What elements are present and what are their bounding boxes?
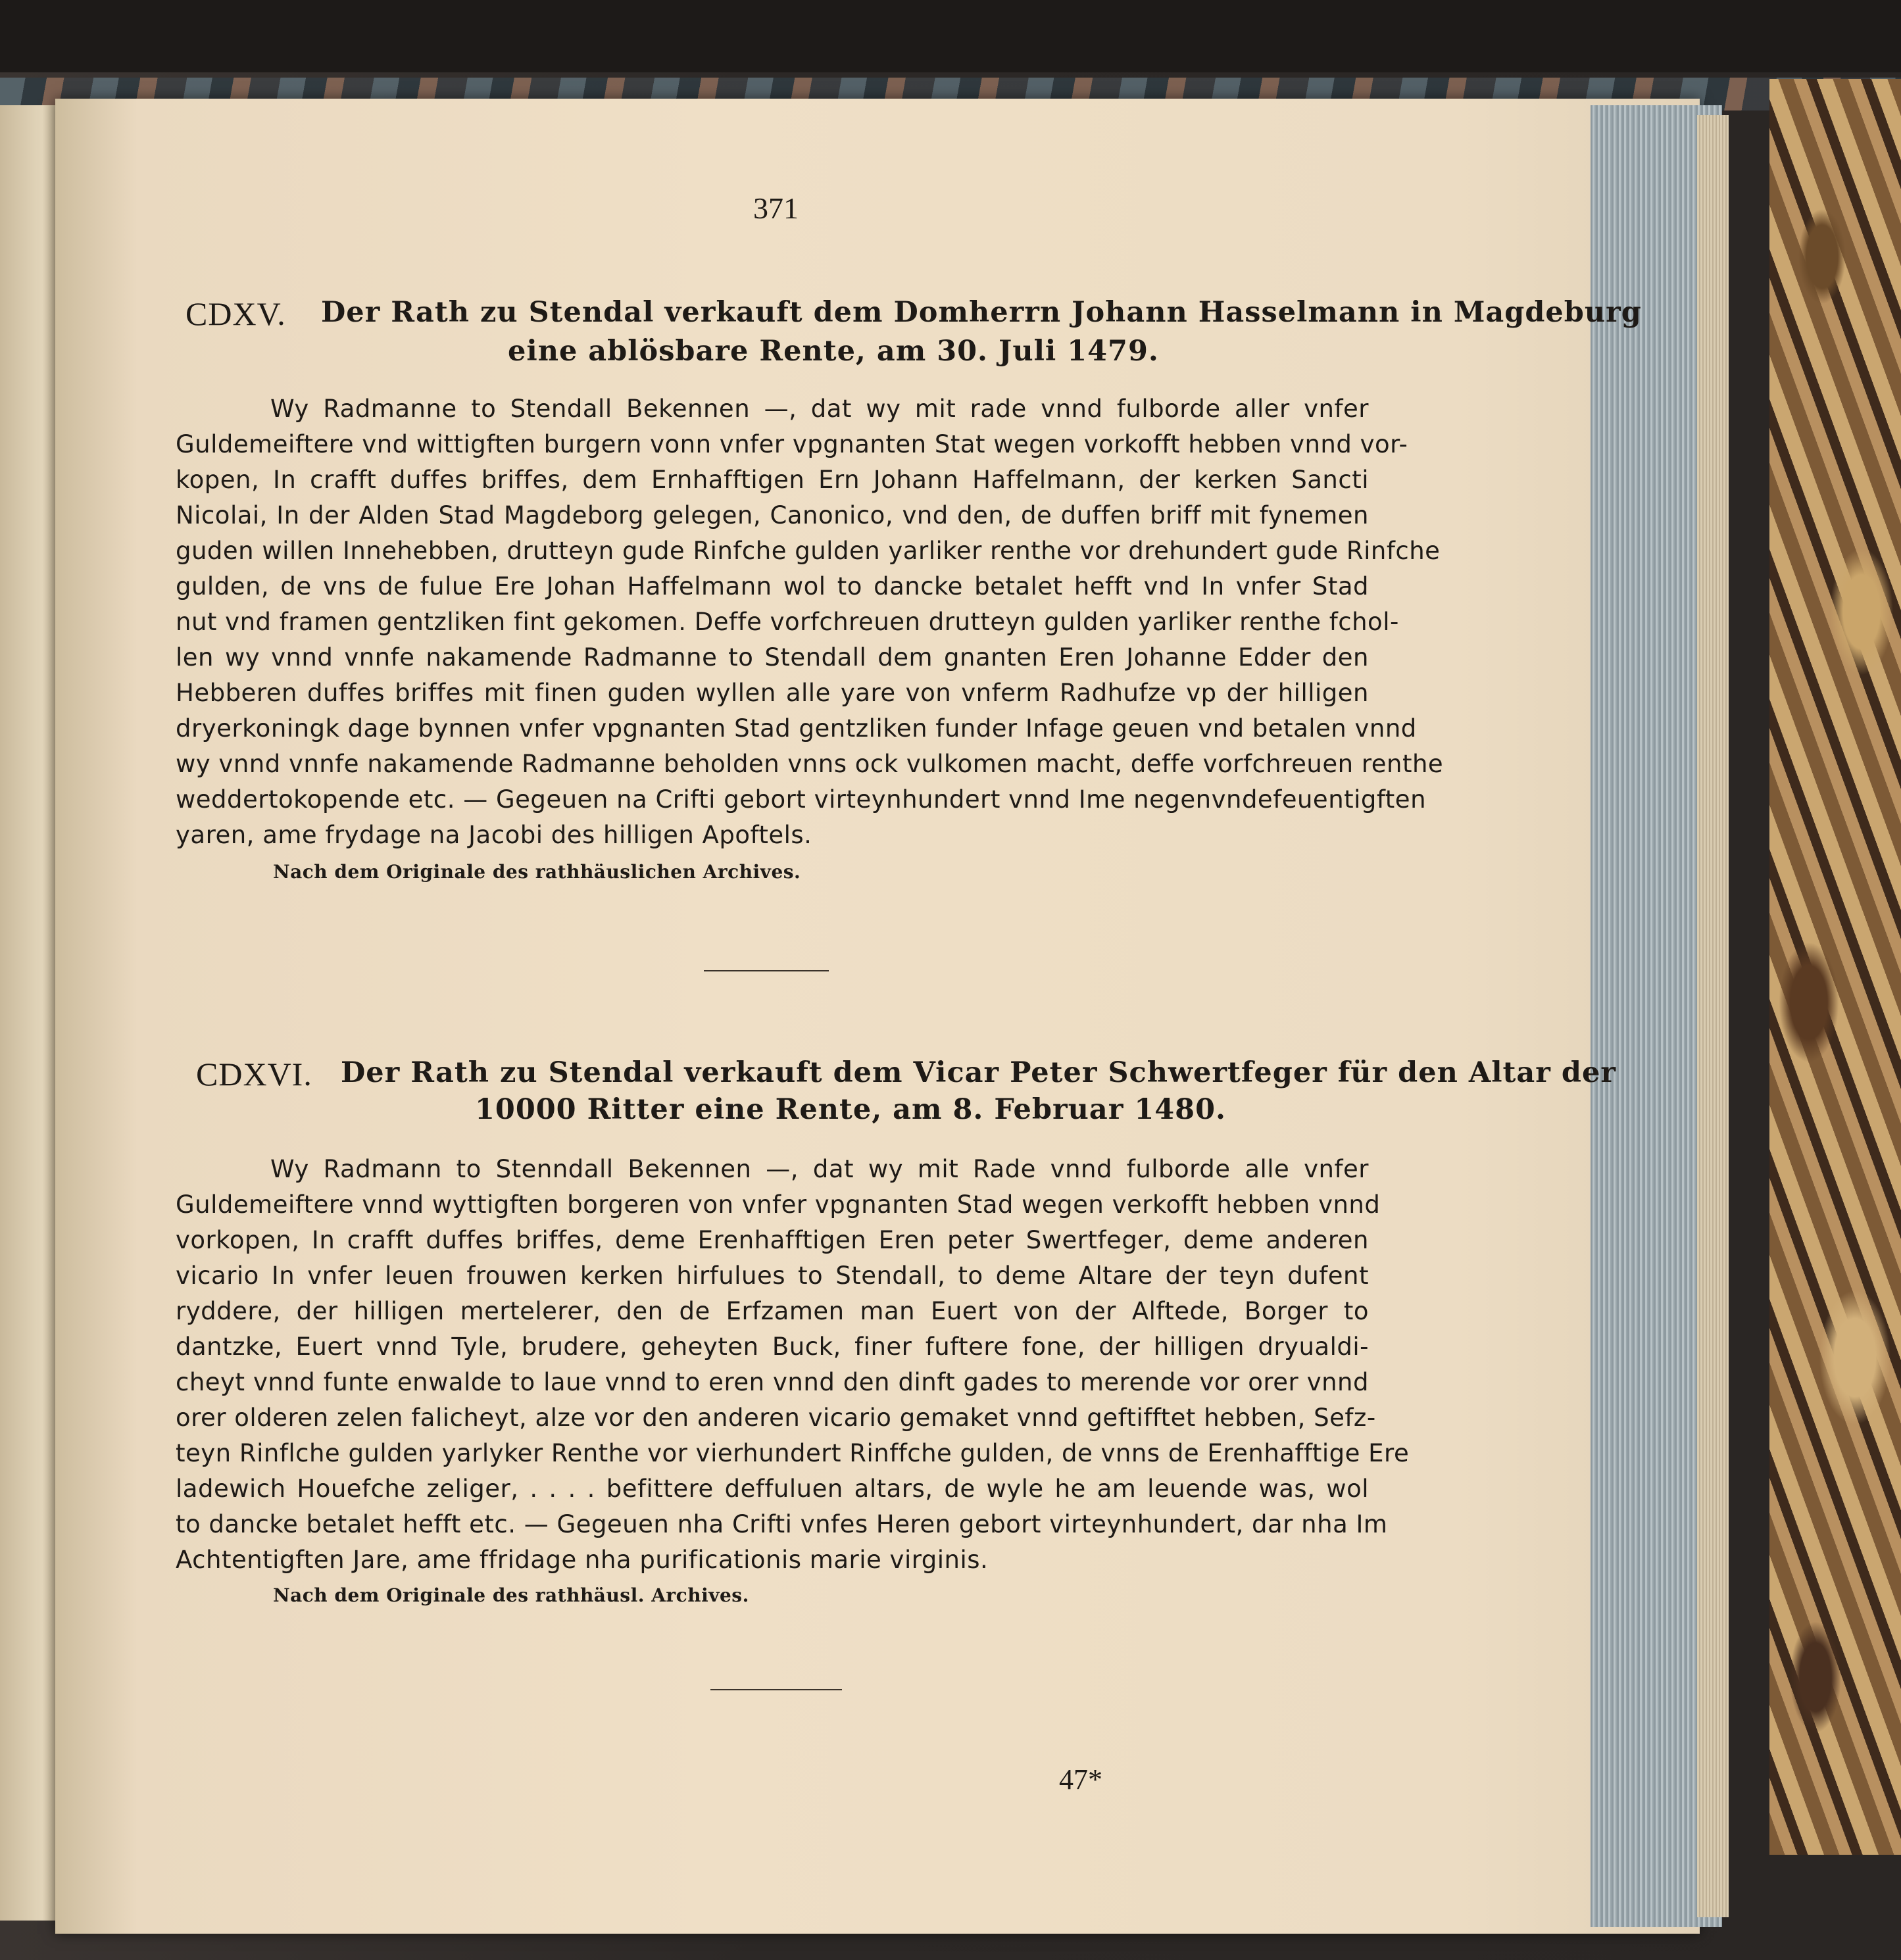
section-heading: Der Rath zu Stendal verkauft dem Domherrn Johann Hasselmann in Magdeburg — [321, 296, 1642, 329]
page-block-edges-light — [1697, 115, 1729, 1917]
body-line: Guldemeiftere vnd wittigften burgern vonn vnfer vpgnanten Stat wegen vorkofft hebben vnnd vor- — [176, 430, 1408, 458]
section-divider — [704, 970, 829, 971]
section-heading: 10000 Ritter eine Rente, am 8. Februar 1480. — [475, 1093, 1226, 1126]
source-note: Nach dem Originale des rathhäuslichen Archives. — [273, 861, 801, 883]
body-line: Achtentigften Jare, ame ffridage nha purificationis marie virginis. — [176, 1546, 989, 1574]
body-line: Wy Radmann to Stenndall Bekennen —, dat wy mit Rade vnnd fulborde alle vnfer — [270, 1155, 1369, 1183]
body-line: vicario In vnfer leuen frouwen kerken hirfulues to Stendall, to deme Altare der teyn dufent — [176, 1262, 1369, 1290]
body-line: Nicolai, In der Alden Stad Magdeborg gelegen, Canonico, vnd den, de duffen briff mit fynemen — [176, 501, 1369, 529]
body-line: yaren, ame frydage na Jacobi des hilligen Apoftels. — [176, 821, 812, 849]
body-line: nut vnd framen gentzliken fint gekomen. Deffe vorfchreuen drutteyn gulden yarliker renthe fchol- — [176, 608, 1399, 636]
book-page — [55, 99, 1700, 1934]
body-line: cheyt vnnd funte enwalde to laue vnnd to eren vnnd den dinft gades to merende vor orer vnnd — [176, 1368, 1369, 1396]
body-line: weddertokopende etc. — Gegeuen na Crifti gebort virteynhundert vnnd Ime negenvndefeuentigften — [176, 785, 1427, 814]
section-divider — [710, 1689, 842, 1690]
source-note: Nach dem Originale des rathhäusl. Archives. — [273, 1584, 749, 1606]
body-line: orer olderen zelen falicheyt, alze vor den anderen vicario gemaket vnnd geftifftet hebben, Sefz- — [176, 1404, 1376, 1432]
body-line: ryddere, der hilligen mertelerer, den de Erfzamen man Euert von der Alftede, Borger to — [176, 1297, 1369, 1325]
body-line: Guldemeiftere vnnd wyttigften borgeren von vnfer vpgnanten Stad wegen verkofft hebben vnnd — [176, 1190, 1381, 1219]
body-line: dryerkoningk dage bynnen vnfer vpgnanten Stad gentzliken funder Infage geuen vnd betalen vnnd — [176, 714, 1417, 743]
body-line: teyn Rinflche gulden yarlyker Renthe vor vierhundert Rinffche gulden, de vnns de Erenhafftige Ere — [176, 1439, 1410, 1467]
section-heading: Der Rath zu Stendal verkauft dem Vicar Peter Schwertfeger für den Altar der — [341, 1056, 1616, 1089]
page-number: 371 — [753, 191, 799, 225]
signature-mark: 47* — [1059, 1763, 1102, 1796]
body-line: guden willen Innehebben, drutteyn gude Rinfche gulden yarliker renthe vor drehundert gude Rinfche — [176, 537, 1441, 565]
body-line: kopen, In crafft duffes briffes, dem Ernhafftigen Ern Johann Haffelmann, der kerken Sancti — [176, 466, 1369, 494]
body-line: wy vnnd vnnfe nakamende Radmanne beholden vnns ock vulkomen macht, deffe vorfchreuen renthe — [176, 750, 1444, 778]
marbled-cover-edge — [1769, 79, 1901, 1855]
body-line: vorkopen, In crafft duffes briffes, deme Erenhafftigen Eren peter Swertfeger, deme anderen — [176, 1226, 1369, 1254]
body-line: to dancke betalet hefft etc. — Gegeuen nha Crifti vnfes Heren gebort virteynhundert, dar nha Im — [176, 1510, 1388, 1538]
body-line: Hebberen duffes briffes mit finen guden wyllen alle yare von vnferm Radhufze vp der hilligen — [176, 679, 1369, 707]
body-line: Wy Radmanne to Stendall Bekennen —, dat wy mit rade vnnd fulborde aller vnfer — [270, 395, 1369, 423]
section-numeral: CDXV. — [185, 295, 286, 332]
body-line: ladewich Houefche zeliger, . . . . befittere deffuluen altars, de wyle he am leuende was, wol — [176, 1475, 1369, 1503]
body-line: dantzke, Euert vnnd Tyle, brudere, geheyten Buck, finer fuftere fone, der hilligen dryualdi- — [176, 1333, 1369, 1361]
section-heading: eine ablösbare Rente, am 30. Juli 1479. — [508, 335, 1159, 368]
body-line: len wy vnnd vnnfe nakamende Radmanne to Stendall dem gnanten Eren Johanne Edder den — [176, 643, 1369, 672]
body-line: gulden, de vns de fulue Ere Johan Haffelmann wol to dancke betalet hefft vnd In vnfer Stad — [176, 572, 1369, 600]
left-page-edge — [0, 105, 61, 1921]
section-numeral: CDXVI. — [196, 1056, 312, 1092]
